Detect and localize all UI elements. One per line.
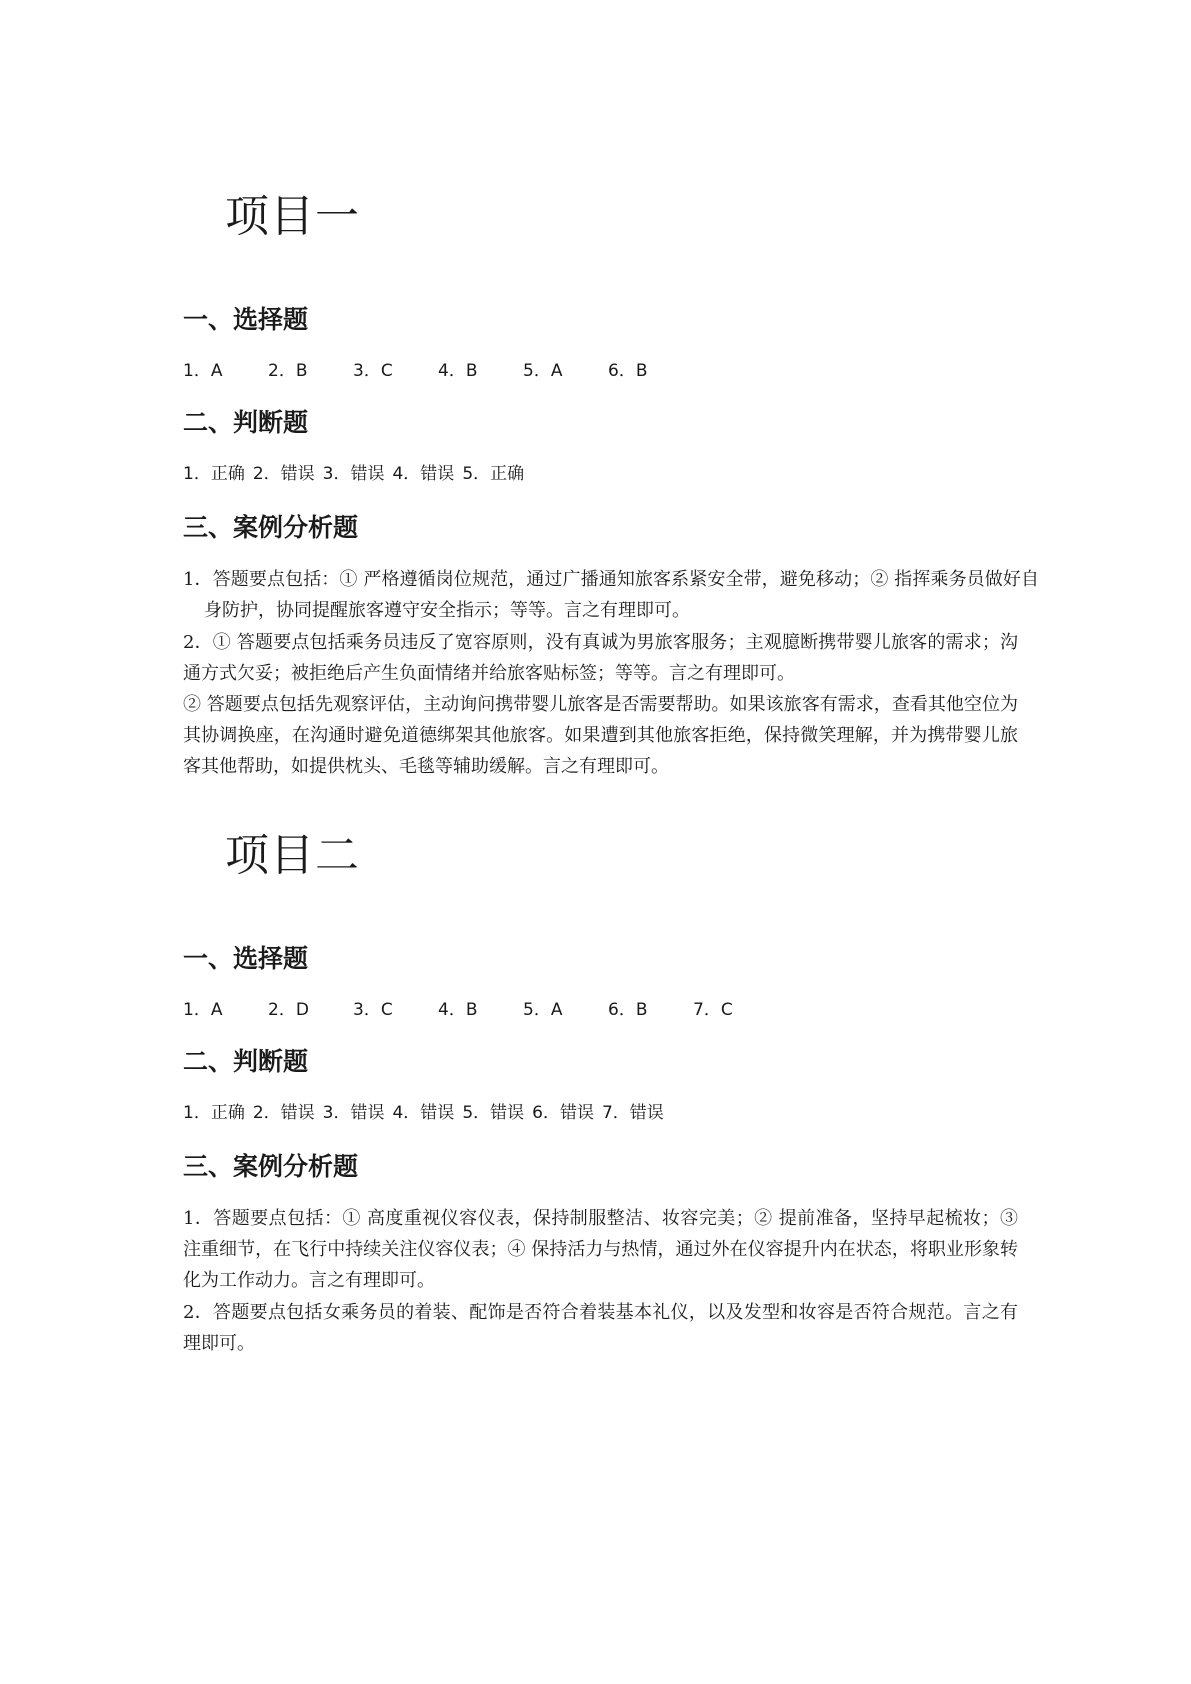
project2-case-answer-1: 1．答题要点包括：① 高度重视仪容仪表，保持制服整洁、妆容完美；② 提前准备，坚持早起梳妆；③ 注重细节，在飞行中持续关注仪容仪表；④ 保持活力与热情，通过外在仪容提升内在状态，将职业形象转化为工作动力。言之有理即可。	[183, 1208, 1018, 1291]
project2-choice-heading: 一、选择题	[183, 944, 309, 973]
project1-judge-answers	[183, 461, 532, 487]
project1-choice-answers	[183, 358, 693, 384]
answer-item: 2．错误	[252, 464, 315, 484]
answer-item: 1．正确	[183, 464, 245, 484]
project2-judge-heading: 二、判断题	[183, 1047, 309, 1076]
answer-item: 5．错误	[462, 1103, 525, 1123]
answer-item: 2．D	[268, 1000, 309, 1020]
answer-item: 4．错误	[392, 1103, 455, 1123]
project2-case-heading: 三、案例分析题	[183, 1152, 359, 1181]
answer-item: 3．C	[353, 1000, 393, 1020]
project2-case-answer-2: 2．答题要点包括女乘务员的着装、配饰是否符合着装基本礼仪，以及发型和妆容是否符合规范。言之有理即可。	[183, 1302, 1018, 1354]
project2-choice-answers	[183, 997, 778, 1023]
project1-choice-heading: 一、选择题	[183, 305, 309, 334]
answer-item: 4．B	[438, 1000, 478, 1020]
project1-case-answer-1: 1．答题要点包括：① 严格遵循岗位规范，通过广播通知旅客系紧安全带，避免移动；② 指挥乘务员做好自身防护，协同提醒旅客遵守安全指示；等等。言之有理即可。	[183, 569, 1039, 621]
project1-case-answer-2	[183, 627, 1018, 782]
project1-case-heading: 三、案例分析题	[183, 513, 359, 542]
answer-item: 2．错误	[252, 1103, 315, 1123]
project2-title: 项目二	[225, 830, 360, 881]
answer-item: 5．正确	[462, 464, 525, 484]
project1-case-answer-2a: 2．① 答题要点包括乘务员违反了宽容原则，没有真诚为男旅客服务；主观臆断携带婴儿旅客的需求；沟通方式欠妥；被拒绝后产生负面情绪并给旅客贴标签；等等。言之有理即可。	[183, 632, 1018, 684]
answer-item: 4．B	[438, 361, 478, 381]
answer-item: 1．A	[183, 1000, 223, 1020]
answer-item: 6．错误	[532, 1103, 594, 1123]
answer-item: 3．错误	[322, 1103, 385, 1123]
answer-item: 3．C	[353, 361, 393, 381]
answer-item: 1．A	[183, 361, 223, 381]
answer-item: 4．错误	[392, 464, 455, 484]
answer-item: 5．A	[523, 361, 563, 381]
project1-title: 项目一	[225, 191, 360, 242]
project1-judge-heading: 二、判断题	[183, 408, 309, 437]
answer-item: 1．正确	[183, 1103, 245, 1123]
answer-item: 3．错误	[322, 464, 385, 484]
answer-item: 5．A	[523, 1000, 563, 1020]
answer-item: 6．B	[608, 1000, 648, 1020]
answer-item: 7．C	[693, 1000, 733, 1020]
answer-item: 6．B	[608, 361, 648, 381]
answer-item: 2．B	[268, 361, 308, 381]
project1-case-answer-2b: ② 答题要点包括先观察评估，主动询问携带婴儿旅客是否需要帮助。如果该旅客有需求，查看其他空位为其协调换座，在沟通时避免道德绑架其他旅客。如果遭到其他旅客拒绝，保持微笑理解，并为携带婴儿旅客其他帮助，如提供枕头、毛毯等辅助缓解。言之有理即可。	[183, 694, 1018, 777]
answer-item: 7．错误	[601, 1103, 664, 1123]
project2-judge-answers	[183, 1100, 672, 1126]
